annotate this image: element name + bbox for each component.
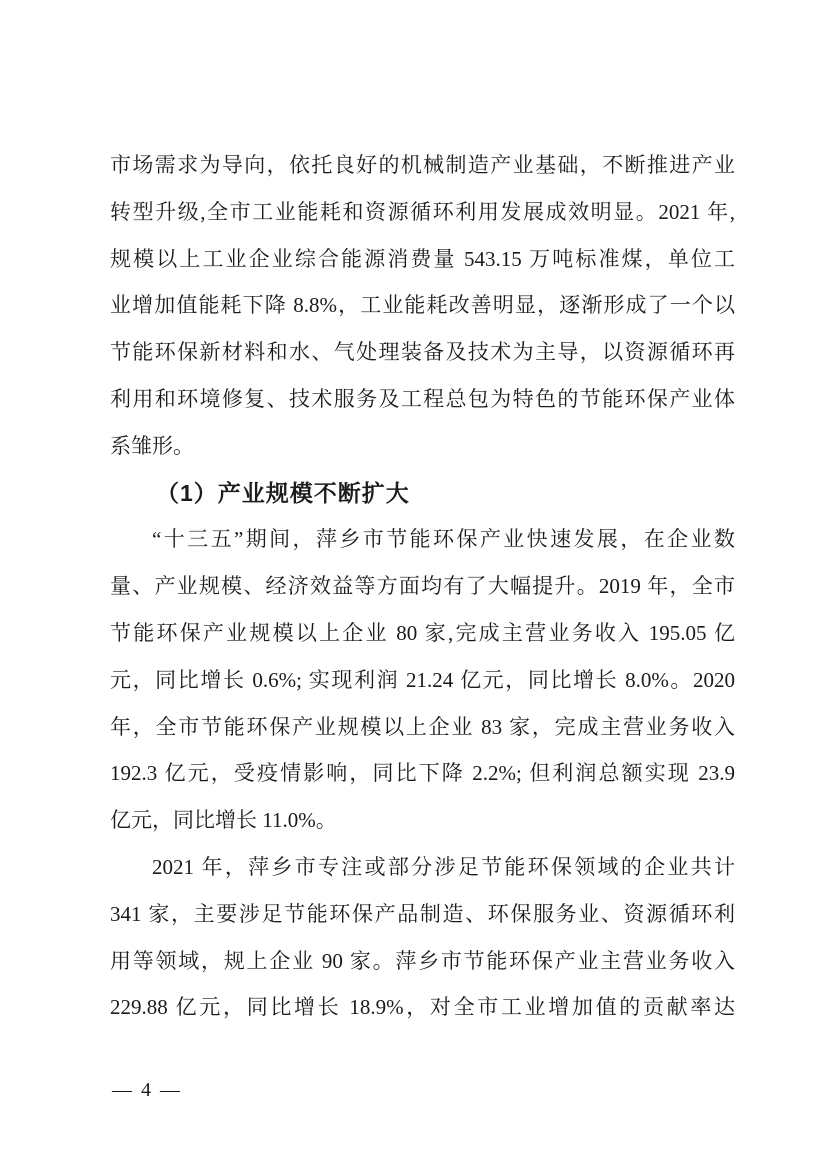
text-line: “十三五”期间，萍乡市节能环保产业快速发展，在企业数	[152, 527, 735, 552]
paragraph	[110, 516, 735, 844]
text-line: 亿元，同比增长 11.0%。	[110, 808, 337, 833]
section-heading	[110, 470, 735, 517]
text-line: 市场需求为导向，依托良好的机械制造产业基础，不断推进产业	[110, 153, 735, 177]
text-line: 年，全市节能环保产业规模以上企业 83 家，完成主营业务收入	[110, 714, 735, 739]
paragraph	[110, 142, 735, 470]
text-line: 系雏形。	[110, 433, 194, 458]
text-line: 元，同比增长 0.6%; 实现利润 21.24 亿元，同比增长 8.0%。2020	[110, 667, 735, 692]
text-line: 节能环保新材料和水、气处理装备及技术为主导，以资源循环再	[110, 340, 735, 365]
text-line: 341 家，主要涉足节能环保产品制造、环保服务业、资源循环利	[110, 901, 735, 926]
text-line: 转型升级,全市工业能耗和资源循环利用发展成效明显。2021 年,	[110, 199, 735, 224]
text-line: 229.88 亿元，同比增长 18.9%，对全市工业增加值的贡献率达	[110, 995, 735, 1020]
text-line: 用等领域，规上企业 90 家。萍乡市节能环保产业主营业务收入	[110, 948, 735, 973]
paragraph	[110, 844, 735, 1031]
heading-text: （1）产业规模不断扩大	[156, 479, 410, 506]
page-footer	[112, 1076, 182, 1104]
document-body	[110, 142, 735, 1031]
page-number: — 4 —	[112, 1079, 182, 1101]
text-line: 节能环保产业规模以上企业 80 家,完成主营业务收入 195.05 亿	[110, 620, 735, 645]
text-line: 192.3 亿元，受疫情影响，同比下降 2.2%; 但利润总额实现 23.9	[110, 761, 735, 786]
text-line: 利用和环境修复、技术服务及工程总包为特色的节能环保产业体	[110, 386, 735, 411]
text-line: 业增加值能耗下降 8.8%，工业能耗改善明显，逐渐形成了一个以	[110, 293, 735, 318]
text-line: 2021 年，萍乡市专注或部分涉足节能环保领域的企业共计	[152, 854, 735, 879]
text-line: 量、产业规模、经济效益等方面均有了大幅提升。2019 年，全市	[110, 574, 735, 599]
text-line: 规模以上工业企业综合能源消费量 543.15 万吨标准煤，单位工	[110, 246, 735, 271]
